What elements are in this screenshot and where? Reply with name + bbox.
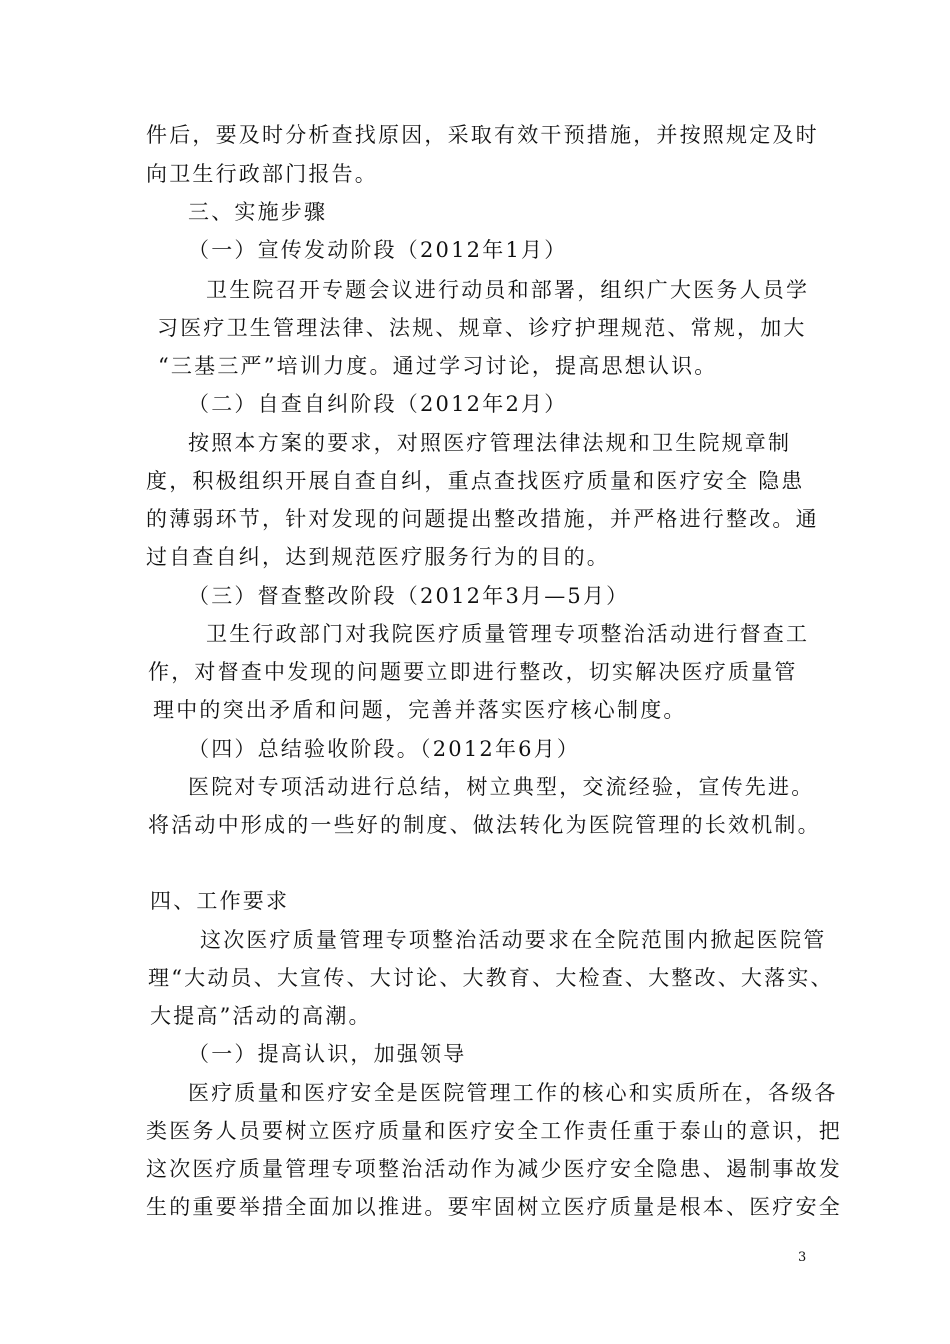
text-line: 习医疗卫生管理法律、法规、规章、诊疗护理规范、常规，加大 [157, 316, 807, 340]
subsection-heading: （三）督查整改阶段（2012年3月—5月） [188, 584, 630, 608]
text-line: 过自查自纠，达到规范医疗服务行为的目的。 [146, 545, 610, 569]
page-number: 3 [798, 1250, 807, 1265]
subsection-heading: （一）宣传发动阶段（2012年1月） [188, 238, 568, 262]
text-line: 度，积极组织开展自查自纠，重点查找医疗质量和医疗安全 隐患 [146, 469, 805, 493]
text-line: 这次医疗质量管理专项整治活动作为减少医疗安全隐患、遏制事故发 [146, 1157, 842, 1181]
text-line: 向卫生行政部门报告。 [146, 162, 378, 186]
text-line: 医疗质量和医疗安全是医院管理工作的核心和实质所在，各级各 [188, 1081, 838, 1105]
text-line: 按照本方案的要求，对照医疗管理法律法规和卫生院规章制 [188, 431, 792, 455]
text-line: 生的重要举措全面加以推进。要牢固树立医疗质量是根本、医疗安全 [146, 1195, 842, 1219]
text-line: 理“大动员、大宣传、大讨论、大教育、大检查、大整改、大落实、 [148, 966, 834, 990]
text-line: 卫生行政部门对我院医疗质量管理专项整治活动进行督查工 [206, 622, 810, 646]
section-heading: 三、实施步骤 [188, 200, 328, 224]
text-line: 类医务人员要树立医疗质量和医疗安全工作责任重于泰山的意识，把 [146, 1119, 842, 1143]
text-line: 理中的突出矛盾和问题，完善并落实医疗核心制度。 [153, 698, 687, 722]
text-line: “三基三严”培训力度。通过学习讨论，提高思想认识。 [158, 354, 718, 378]
subsection-heading: （二）自查自纠阶段（2012年2月） [188, 392, 568, 416]
text-line: 的薄弱环节，针对发现的问题提出整改措施，并严格进行整改。通 [146, 507, 819, 531]
text-line: 这次医疗质量管理专项整治活动要求在全院范围内掀起医院管 [200, 928, 827, 952]
text-line: 件后，要及时分析查找原因，采取有效干预措施，并按照规定及时 [146, 123, 819, 147]
subsection-heading: （四）总结验收阶段。（2012年6月） [188, 737, 581, 761]
text-line: 医院对专项活动进行总结，树立典型，交流经验，宣传先进。 [188, 775, 815, 799]
subsection-heading: （一）提高认识，加强领导 [188, 1042, 467, 1066]
text-line: 卫生院召开专题会议进行动员和部署，组织广大医务人员学 [206, 278, 810, 302]
text-line: 大提高”活动的高潮。 [150, 1004, 372, 1028]
section-heading: 四、工作要求 [150, 889, 290, 913]
text-line: 作，对督查中发现的问题要立即进行整改，切实解决医疗质量管 [148, 660, 798, 684]
text-line: 将活动中形成的一些好的制度、做法转化为医院管理的长效机制。 [148, 813, 821, 837]
